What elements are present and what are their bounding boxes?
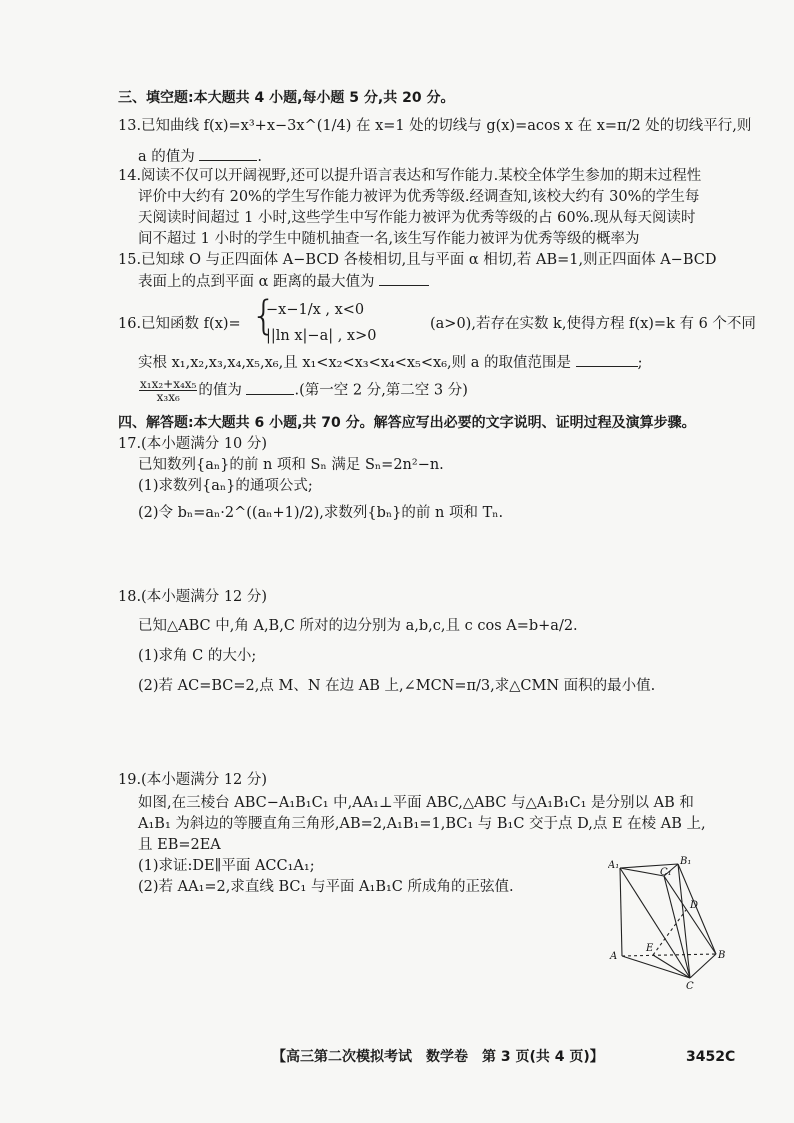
q19-line3: 且 EB=2EA [138,837,221,853]
q13-end: . [257,149,262,165]
answer-blank [576,352,638,367]
q15-line1: 15.已知球 O 与正四面体 A−BCD 各棱相切,且与平面 α 相切,若 AB=1,则正四面体 A−BCD [118,252,717,268]
q16-prefix: 16.已知函数 f(x)= [118,316,241,332]
q16-line2: 实根 x₁,x₂,x₃,x₄,x₅,x₆,且 x₁<x₂<x₃<x₄<x₅<x₆,则 a 的取值范围是 ; [138,352,642,373]
label-a1: A₁ [608,860,620,871]
piecewise-brace: { [251,293,277,339]
label-e: E [646,943,654,954]
label-c: C [686,981,694,990]
q18-title: 18.(本小题满分 12 分) [118,589,268,605]
q14-line1: 14.阅读不仅可以开阔视野,还可以提升语言表达和写作能力.某校全体学生参加的期末过程性 [118,168,702,184]
q17-title: 17.(本小题满分 10 分) [118,436,268,452]
line-a1c [620,868,690,978]
q18-line2: (1)求角 C 的大小; [138,648,257,664]
q17-line1: 已知数列{aₙ}的前 n 项和 Sₙ 满足 Sₙ=2n²−n. [138,457,444,473]
answer-blank [379,271,429,286]
q19-line2: A₁B₁ 为斜边的等腰直角三角形,AB=2,A₁B₁=1,BC₁ 与 B₁C 交于点 D,点 E 在棱 AB 上, [138,816,706,832]
label-b1: B₁ [680,856,692,867]
q16-fraction [139,378,197,403]
q13-prefix: a 的值为 [138,149,195,165]
q13-line2 [138,146,262,167]
q16-line3-text: 的值为 [198,382,242,399]
footer-code: 3452C [686,1049,736,1065]
q16-case1: −x−1/x , x<0 [266,302,365,318]
q17-line2: (1)求数列{aₙ}的通项公式; [138,478,313,494]
fraction-denominator: x₃x₆ [156,390,180,404]
answer-blank [246,380,294,395]
q14-line3: 天阅读时间超过 1 小时,这些学生中写作能力被评为优秀等级的占 60%.现从每天阅读时 [138,210,696,226]
label-b: B [718,950,726,961]
label-a: A [610,951,618,962]
label-d: D [690,900,699,911]
q16-after: (a>0),若存在实数 k,使得方程 f(x)=k 有 6 个不同 [430,316,756,332]
line-de [653,910,686,955]
q14-line4: 间不超过 1 小时的学生中随机抽查一名,该生写作能力被评为优秀等级的概率为 [138,231,640,247]
q16-line3-end: .(第一空 2 分,第二空 3 分) [294,382,468,399]
edge-cb [690,954,716,978]
q18-line1: 已知△ABC 中,角 A,B,C 所对的边分别为 a,b,c,且 c cos A=b+a/2. [138,618,578,634]
q19-line1: 如图,在三棱台 ABC−A₁B₁C₁ 中,AA₁⊥平面 ABC,△ABC 与△A₁B₁C₁ 是分别以 AB 和 [138,795,694,811]
footer-title: 【高三第二次模拟考试 数学卷 第 3 页(共 4 页)】 [272,1049,604,1065]
q18-line3: (2)若 AC=BC=2,点 M、N 在边 AB 上,∠MCN=π/3,求△CMN 面积的最小值. [138,678,656,694]
q19-title: 19.(本小题满分 12 分) [118,772,268,788]
q19-line4: (1)求证:DE∥平面 ACC₁A₁; [138,858,315,874]
line-bc1 [664,876,716,954]
q14-line2: 评价中大约有 20%的学生写作能力被评为优秀等级.经调查知,该校大约有 30%的学生每 [138,189,700,205]
frustum-figure [608,850,738,990]
q16-line2-text: 实根 x₁,x₂,x₃,x₄,x₅,x₆,且 x₁<x₂<x₃<x₄<x₅<x₆,则 a 的取值范围是 [138,355,571,371]
q15-text: 表面上的点到平面 α 距离的最大值为 [138,274,375,290]
answer-blank [199,146,257,161]
q16-case2: ||ln x|−a| , x>0 [266,328,377,344]
edge-ab [622,954,716,956]
edge-ac [622,956,690,978]
label-c1: C₁ [660,867,672,878]
section4-header: 四、解答题:本大题共 6 小题,共 70 分。解答应写出必要的文字说明、证明过程及演算步骤。 [118,415,696,431]
edge-cc1 [664,876,690,978]
line-b1c [678,864,690,978]
fraction-numerator: x₁x₂+x₄x₅ [140,377,197,391]
q19-line5: (2)若 AA₁=2,求直线 BC₁ 与平面 A₁B₁C 所成角的正弦值. [138,879,514,895]
q17-line3: (2)令 bₙ=aₙ·2^((aₙ+1)/2),求数列{bₙ}的前 n 项和 Tₙ. [138,505,504,521]
edge-a1c1 [620,868,664,876]
q16-line3 [138,378,468,403]
section3-header: 三、填空题:本大题共 4 小题,每小题 5 分,共 20 分。 [118,90,455,106]
q13-line1: 13.已知曲线 f(x)=x³+x−3x^(1/4) 在 x=1 处的切线与 g(x)=acos x 在 x=π/2 处的切线平行,则 [118,118,752,134]
q15-line2 [138,271,429,292]
edge-aa1 [620,868,622,956]
